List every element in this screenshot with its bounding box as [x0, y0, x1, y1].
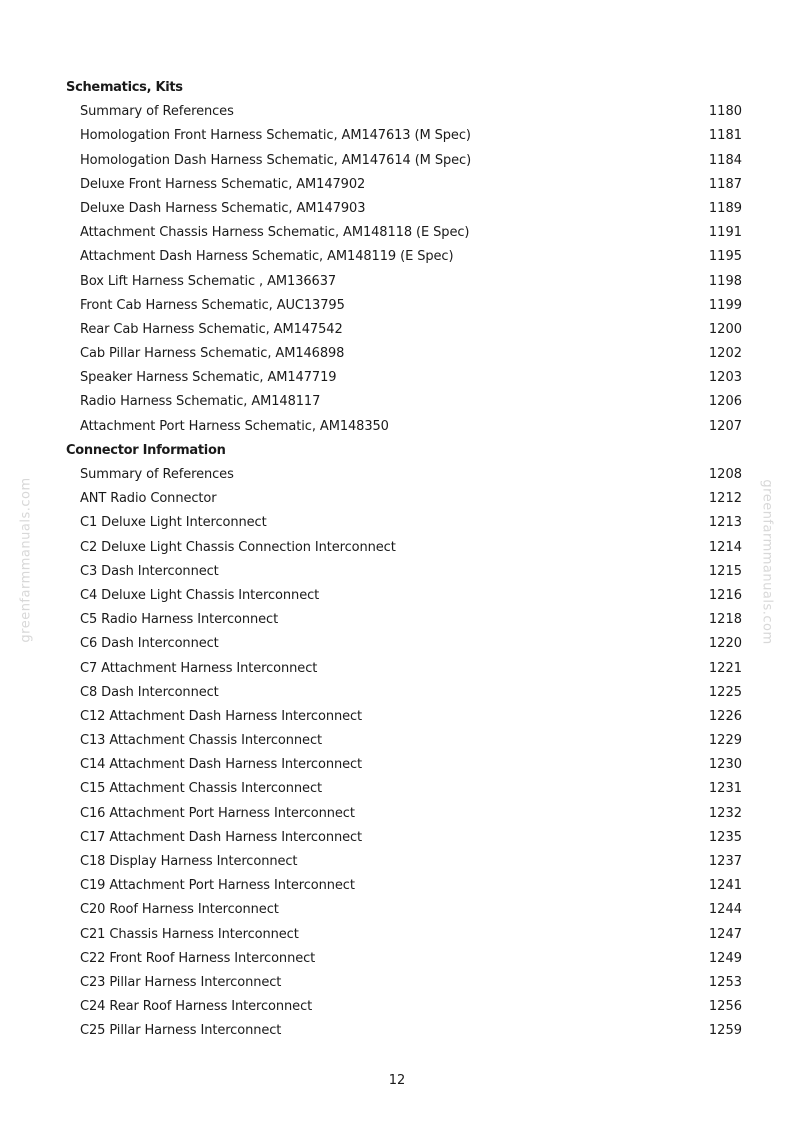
- toc-entry-page-number: 1200: [708, 321, 742, 337]
- toc-entry[interactable]: [66, 318, 742, 342]
- toc-entry-title: Homologation Front Harness Schematic, AM147613 (M Spec): [80, 128, 471, 144]
- toc-entry-page-number: 1202: [708, 346, 742, 362]
- toc-entry-page-number: 1180: [708, 104, 742, 120]
- toc-entry[interactable]: [66, 245, 742, 269]
- toc-entry[interactable]: [66, 874, 742, 898]
- toc-entry-title: C14 Attachment Dash Harness Interconnect: [80, 757, 363, 773]
- toc-entry-title: C4 Deluxe Light Chassis Interconnect: [80, 587, 320, 603]
- toc-entry-page-number: 1189: [708, 200, 742, 216]
- toc-entry[interactable]: [66, 898, 742, 922]
- toc-entry-title: Attachment Dash Harness Schematic, AM148119 (E Spec): [80, 249, 454, 265]
- toc-entry[interactable]: [66, 777, 742, 801]
- toc-entry[interactable]: [66, 197, 742, 221]
- toc-entry-title: C13 Attachment Chassis Interconnect: [80, 733, 322, 749]
- toc-entry[interactable]: [66, 511, 742, 535]
- toc-entry-title: C15 Attachment Chassis Interconnect: [80, 781, 322, 797]
- toc-entry[interactable]: [66, 100, 742, 124]
- toc-entry-title: C19 Attachment Port Harness Interconnect: [80, 878, 355, 894]
- toc-entry-title: C17 Attachment Dash Harness Interconnect: [80, 829, 363, 845]
- toc-entry[interactable]: [66, 753, 742, 777]
- toc-entry-title: Rear Cab Harness Schematic, AM147542: [80, 321, 343, 337]
- toc-entry-page-number: 1241: [708, 878, 742, 894]
- toc-entry-page-number: 1220: [708, 636, 742, 652]
- toc-entry-title: C5 Radio Harness Interconnect: [80, 612, 279, 628]
- toc-entry-title: C12 Attachment Dash Harness Interconnect: [80, 708, 363, 724]
- toc-entry-page-number: 1231: [708, 781, 742, 797]
- toc-entry-page-number: 1229: [708, 733, 742, 749]
- toc-entry-page-number: 1203: [708, 370, 742, 386]
- section-heading: Schematics, Kits: [66, 80, 183, 95]
- toc-entry-page-number: 1235: [708, 829, 742, 845]
- toc-entry-page-number: 1206: [708, 394, 742, 410]
- toc-entry-page-number: 1191: [708, 225, 742, 241]
- toc-entry-page-number: 1221: [708, 660, 742, 676]
- toc-entry[interactable]: [66, 995, 742, 1019]
- toc-entry-title: C3 Dash Interconnect: [80, 563, 219, 579]
- toc-entry-title: C25 Pillar Harness Interconnect: [80, 1023, 282, 1039]
- toc-entry-page-number: 1208: [708, 467, 742, 482]
- toc-entry-page-number: 1237: [708, 854, 742, 869]
- toc-entry-page-number: 1247: [708, 926, 742, 942]
- toc-entry[interactable]: [66, 947, 742, 971]
- toc-entry-title: C23 Pillar Harness Interconnect: [80, 974, 282, 990]
- toc-entry-page-number: 1253: [708, 974, 742, 990]
- toc-entry[interactable]: [66, 149, 742, 173]
- watermark-right: greenfarmmanuals.com: [759, 479, 775, 645]
- toc-entry-page-number: 1212: [708, 491, 742, 507]
- toc-entry[interactable]: [66, 705, 742, 729]
- toc-entry[interactable]: [66, 390, 742, 414]
- toc-entry-page-number: 1216: [708, 587, 742, 603]
- toc-entry-page-number: 1259: [708, 1023, 742, 1039]
- toc-entry[interactable]: [66, 632, 742, 656]
- toc-entry-page-number: 1199: [708, 297, 742, 313]
- toc-entry[interactable]: [66, 826, 742, 850]
- toc-entry-title: Attachment Port Harness Schematic, AM148350: [80, 418, 389, 434]
- toc-entry-page-number: 1256: [708, 999, 742, 1015]
- toc-entry[interactable]: [66, 536, 742, 560]
- toc-entry-page-number: 1218: [708, 612, 742, 628]
- toc-entry-title: Cab Pillar Harness Schematic, AM146898: [80, 346, 345, 362]
- toc-entry[interactable]: [66, 415, 742, 439]
- section-heading: Connector Information: [66, 442, 226, 458]
- toc-entry-title: Homologation Dash Harness Schematic, AM147614 (M Spec): [80, 152, 472, 168]
- toc-entry[interactable]: [66, 560, 742, 584]
- table-of-contents: [66, 76, 742, 1044]
- toc-entry[interactable]: [66, 729, 742, 753]
- toc-entry[interactable]: [66, 923, 742, 947]
- toc-entry[interactable]: [66, 124, 742, 148]
- watermark-left: greenfarmmanuals.com: [18, 477, 34, 643]
- toc-entry[interactable]: [66, 342, 742, 366]
- toc-entry-title: C18 Display Harness Interconnect: [80, 854, 298, 869]
- toc-entry[interactable]: [66, 608, 742, 632]
- toc-entry-page-number: 1226: [708, 708, 742, 724]
- toc-entry-title: ANT Radio Connector: [80, 491, 217, 507]
- toc-entry[interactable]: [66, 850, 742, 874]
- toc-entry-page-number: 1181: [708, 128, 742, 144]
- toc-entry-page-number: 1184: [708, 152, 742, 168]
- toc-entry-title: Front Cab Harness Schematic, AUC13795: [80, 297, 345, 313]
- toc-entry-title: C21 Chassis Harness Interconnect: [80, 926, 299, 942]
- toc-entry-title: Radio Harness Schematic, AM148117: [80, 394, 321, 410]
- toc-entry-page-number: 1230: [708, 757, 742, 773]
- toc-entry[interactable]: [66, 802, 742, 826]
- toc-entry-page-number: 1195: [708, 249, 742, 265]
- toc-entry[interactable]: [66, 294, 742, 318]
- toc-entry-page-number: 1213: [708, 515, 742, 531]
- toc-entry-page-number: 1249: [708, 950, 742, 966]
- toc-entry-page-number: 1225: [708, 684, 742, 700]
- toc-entry-title: Attachment Chassis Harness Schematic, AM148118 (E Spec): [80, 225, 470, 241]
- toc-entry-title: C6 Dash Interconnect: [80, 636, 219, 652]
- toc-entry-title: C22 Front Roof Harness Interconnect: [80, 950, 316, 966]
- toc-entry[interactable]: [66, 657, 742, 681]
- toc-entry[interactable]: [66, 584, 742, 608]
- toc-entry-title: Speaker Harness Schematic, AM147719: [80, 370, 337, 386]
- toc-entry-title: C1 Deluxe Light Interconnect: [80, 515, 267, 531]
- toc-entry[interactable]: [66, 270, 742, 294]
- toc-entry-title: C2 Deluxe Light Chassis Connection Interconnect: [80, 539, 396, 555]
- toc-entry-title: C16 Attachment Port Harness Interconnect: [80, 805, 355, 821]
- toc-entry[interactable]: [66, 487, 742, 511]
- toc-entry-page-number: 1232: [708, 805, 742, 821]
- toc-entry-page-number: 1214: [708, 539, 742, 555]
- toc-entry[interactable]: [66, 971, 742, 995]
- toc-entry[interactable]: [66, 463, 742, 487]
- toc-entry-page-number: 1187: [708, 176, 742, 192]
- toc-entry-title: C7 Attachment Harness Interconnect: [80, 660, 318, 676]
- page-number: 12: [388, 1073, 406, 1088]
- toc-entry[interactable]: [66, 173, 742, 197]
- toc-entry[interactable]: [66, 681, 742, 705]
- toc-entry[interactable]: [66, 1019, 742, 1043]
- toc-entry-page-number: 1215: [708, 563, 742, 579]
- toc-entry-title: C20 Roof Harness Interconnect: [80, 902, 279, 918]
- toc-entry-title: Summary of References: [80, 467, 234, 482]
- toc-entry-page-number: 1207: [708, 418, 742, 434]
- toc-entry-title: Box Lift Harness Schematic , AM136637: [80, 273, 337, 289]
- toc-entry[interactable]: [66, 366, 742, 390]
- toc-entry-title: Summary of References: [80, 104, 234, 120]
- toc-entry-page-number: 1198: [708, 273, 742, 289]
- toc-entry-page-number: 1244: [708, 902, 742, 918]
- toc-entry-title: C8 Dash Interconnect: [80, 684, 219, 700]
- toc-entry-title: C24 Rear Roof Harness Interconnect: [80, 999, 313, 1015]
- toc-entry[interactable]: [66, 221, 742, 245]
- toc-entry-title: Deluxe Front Harness Schematic, AM147902: [80, 176, 366, 192]
- toc-entry-title: Deluxe Dash Harness Schematic, AM147903: [80, 200, 366, 216]
